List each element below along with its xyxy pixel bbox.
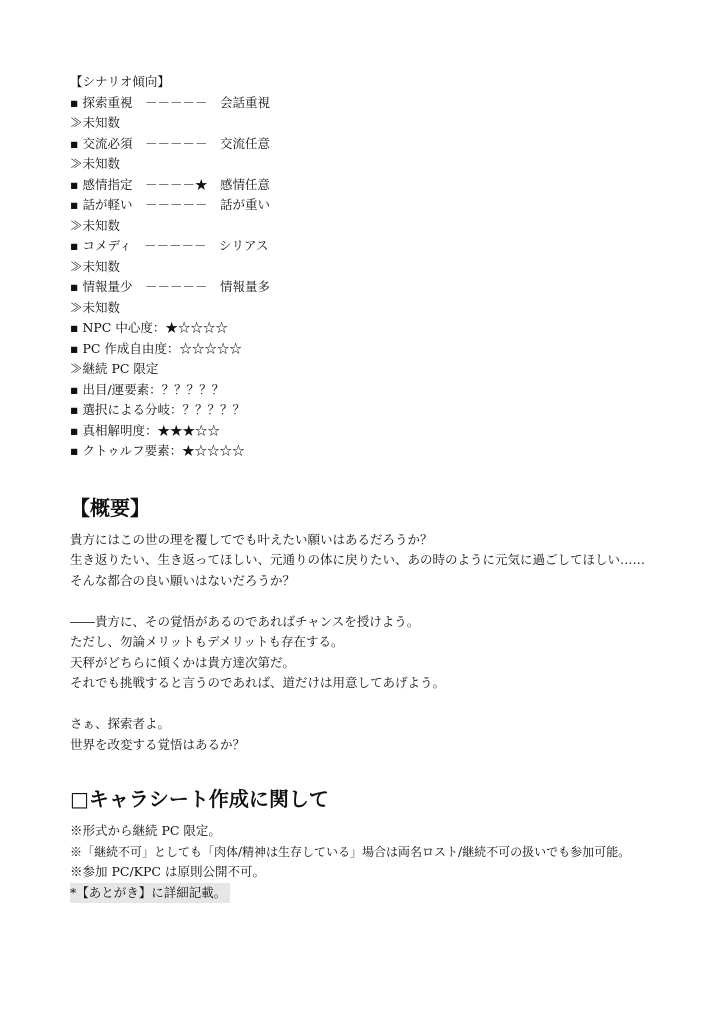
tendency-line: ▪ 選択による分岐：？？？？？ (70, 402, 245, 417)
highlighted-note: *【あとがき】に詳細記載。 (70, 883, 230, 904)
tendency-line: ▪ 話が軽い －－－－－ 話が重い (70, 197, 270, 212)
overview-line: ――貴方に、その覚悟があるのであればチャンスを授けよう。 (70, 613, 420, 629)
charsheet-line: ※形式から継続 PC 限定。 (70, 823, 221, 838)
overview-line: さぁ、探索者よ。 (70, 716, 171, 731)
overview-line: 世界を改変する覚悟はあるか？ (70, 736, 246, 752)
tendency-line: ▪ NPC 中心度：★☆☆☆☆ (70, 320, 228, 335)
charsheet-line: ※「継続不可」としても「肉体/精神は生存している」場合は両名ロスト/継続不可の扱いでも参加可能。 (70, 844, 631, 859)
overview-heading: 【概要】 (70, 495, 150, 520)
overview-section (70, 494, 690, 756)
overview-line: ただし、勿論メリットもデメリットも存在する。 (70, 634, 344, 649)
tendency-line: ≫未知数 (70, 299, 121, 315)
tendency-line: ≫未知数 (70, 217, 121, 233)
tendency-line: ▪ 感情指定 －－－－★ 感情任意 (70, 176, 270, 192)
charsheet-line: ※参加 PC/KPC は原則公開不可。 (70, 864, 265, 879)
tendency-line: ≫継続 PC 限定 (70, 361, 159, 376)
tendency-line: ≫未知数 (70, 258, 121, 274)
scenario-tendency-section (70, 72, 690, 462)
tendency-title: 【シナリオ傾向】 (70, 74, 170, 89)
tendency-line: ≫未知数 (70, 156, 121, 171)
tendency-line: ▪ 出目/運要素：？？？？？ (70, 381, 225, 397)
tendency-line: ▪ 真相解明度：★★★☆☆ (70, 422, 220, 438)
tendency-line: ▪ 情報量少 －－－－－ 情報量多 (70, 279, 270, 294)
tendency-line: ▪ クトゥルフ要素：★☆☆☆☆ (70, 443, 245, 458)
tendency-line: ▪ コメディ －－－－－ シリアス (70, 238, 269, 253)
character-sheet-section (70, 785, 690, 903)
overview-line: そんな都合の良い願いはないだろうか？ (70, 572, 296, 588)
charsheet-heading: □キャラシート作成に関して (70, 787, 329, 811)
tendency-line: ▪ 探索重視 －－－－－ 会話重視 (70, 94, 270, 110)
overview-line: 天秤がどちらに傾くかは貴方達次第だ。 (70, 654, 296, 670)
charsheet-note-line (70, 883, 690, 904)
tendency-line: ▪ PC 作成自由度：☆☆☆☆☆ (70, 340, 242, 356)
overview-line: それでも挑戦すると言うのであれば、道だけは用意してあげよう。 (70, 675, 446, 690)
overview-line: 貴方にはこの世の理を覆してでも叶えたい願いはあるだろうか？ (70, 531, 433, 547)
tendency-line: ≫未知数 (70, 115, 121, 130)
tendency-line: ▪ 交流必須 －－－－－ 交流任意 (70, 135, 270, 151)
document-page (70, 72, 690, 903)
overview-line: 生き返りたい、生き返ってほしい、元通りの体に戻りたい、あの時のように元気に過ごしてほしい…… (70, 552, 646, 567)
